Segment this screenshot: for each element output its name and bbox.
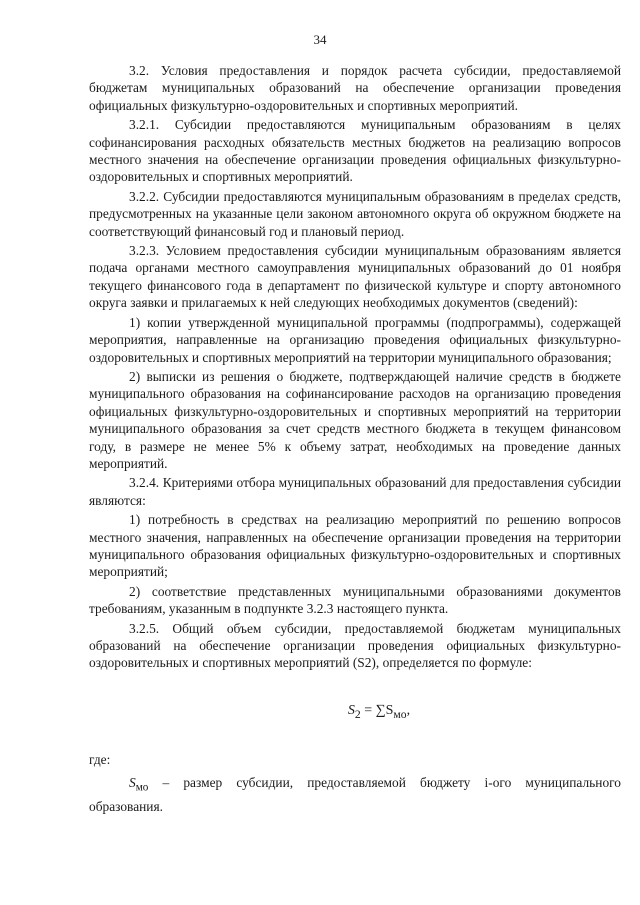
formula-rhs-subscript: мо (393, 707, 407, 721)
paragraph-3-2-5: 3.2.5. Общий объем субсидии, предоставляемой бюджетам муниципальных образований на обеспечение организации проведения официальных физкультурно-оздоровительных и спортивных мероприятий (S2), определяется по формуле: (89, 620, 621, 671)
list-item-3-2-4-1: 1) потребность в средствах на реализацию мероприятий по решению вопросов местного значения, направленных на обеспечение организации проведения на территории муниципального образования официальных физкультурно-оздоровительных и спортивных мероприятий; (89, 512, 621, 580)
list-item-3-2-4-2: 2) соответствие представленных муниципальными образованиями документов требованиям, указанным в подпункте 3.2.3 настоящего пункта. (89, 583, 621, 617)
list-item-3-2-3-2: 2) выписки из решения о бюджете, подтверждающей наличие средств в бюджете муниципального образования на софинансирование расходов на организацию проведения официальных физкультурно-оздоровительных и спортивных мероприятий на территории муниципального образования за счет средств местного бюджета в текущем финансовом году, в размере не менее 5% к объему затрат, необходимых на проведение данных мероприятий. (89, 368, 621, 471)
formula-tail: , (406, 702, 411, 718)
paragraph-3-2: 3.2. Условия предоставления и порядок расчета субсидии, предоставляемой бюджетам муниципальных образований на обеспечение организации проведения официальных физкультурно-оздоровительных и спортивных мероприятий. (89, 63, 621, 113)
list-item-3-2-3-1: 1) копии утвержденной муниципальной программы (подпрограммы), содержащей мероприятия, направленные на организацию проведения официальных физкультурно-оздоровительных и спортивных мероприятий на территории муниципального образования; (89, 314, 621, 365)
definition-smo (89, 774, 621, 814)
formula-rhs: = ∑S (360, 702, 394, 718)
formula (137, 702, 621, 723)
document-body (89, 62, 621, 817)
definition-text: – размер субсидии, предоставляемой бюджету i-ого муниципального образования. (89, 775, 621, 814)
formula-lhs: S (347, 702, 355, 718)
paragraph-3-2-1: 3.2.1. Субсидии предоставляются муниципальным образованиям в целях софинансирования расходных обязательств местных бюджетов на реализацию вопросов местного значения на обеспечение организации проведения официальных физкультурно-оздоровительных и спортивных мероприятий. (89, 117, 621, 185)
paragraph-3-2-2: 3.2.2. Субсидии предоставляются муниципальным образованиям в пределах средств, предусмотренных на указанные цели законом автономного округа об окружном бюджете на соответствующий финансовый год и плановый период. (89, 188, 621, 239)
page-number: 34 (313, 32, 327, 47)
paragraph-3-2-3: 3.2.3. Условием предоставления субсидии муниципальным образованиям является подача органами местного самоуправления муниципальных образований до 01 ноября текущего финансового года в департамент по физической культуре и спорту автономного округа заявки и прилагаемых к ней следующих необходимых документов (сведений): (89, 243, 621, 311)
where-label: где: (89, 752, 111, 768)
definition-symbol-subscript: мо (135, 782, 149, 795)
formula-lhs-subscript: 2 (354, 707, 361, 721)
paragraph-3-2-4: 3.2.4. Критериями отбора муниципальных образований для предоставления субсидии являются: (89, 475, 621, 508)
definition-symbol: S (129, 775, 136, 791)
